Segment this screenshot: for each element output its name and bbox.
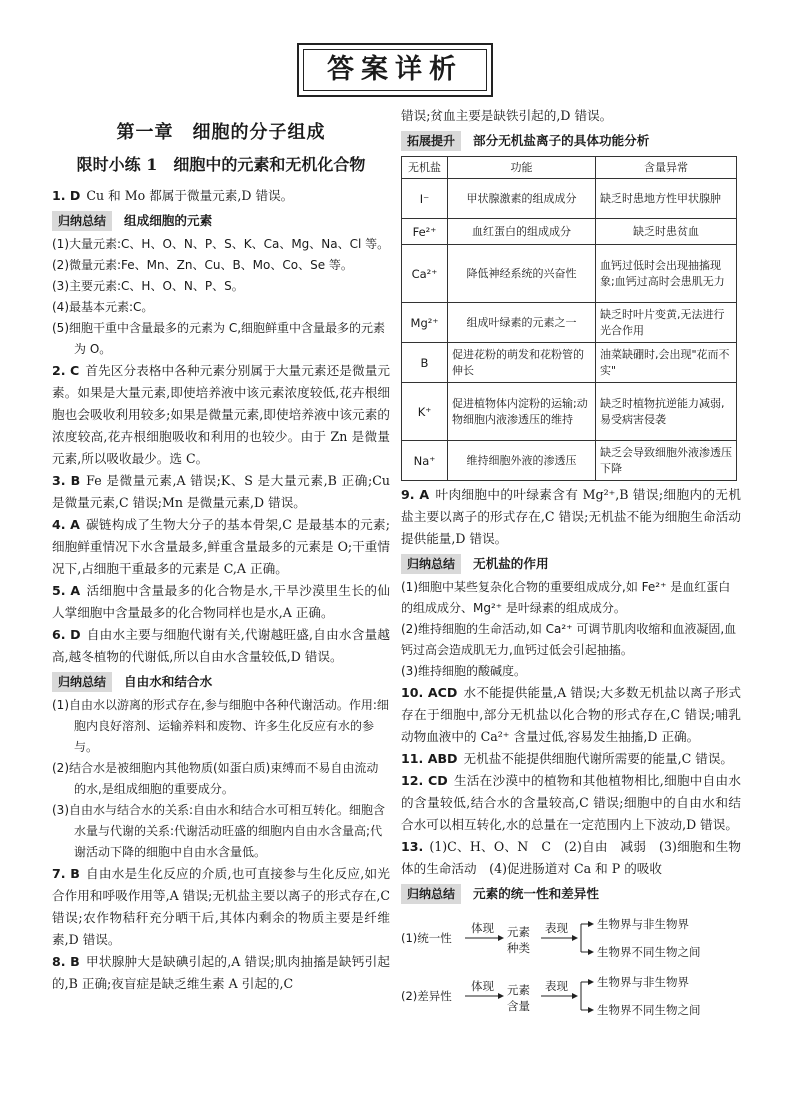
- answer-text: (1)C、H、O、N C (2)自由 减弱 (3)细胞和生物体的生命活动 (4)促进肠道对 Ca 和 P 的吸收: [401, 839, 741, 876]
- function-cell: 促进植物体内淀粉的运输;动物细胞内液渗透压的维持: [448, 383, 596, 441]
- left-column: [52, 105, 390, 995]
- abnormality-cell: 缺乏时患地方性甲状腺肿: [596, 179, 737, 219]
- summary-tag: 归纳总结: [401, 884, 461, 904]
- summary-title: 无机盐的作用: [473, 556, 549, 571]
- answer-text: 甲状腺肿大是缺碘引起的,A 错误;肌肉抽搐是缺钙引起的,B 正确;夜盲症是缺乏维生素 A 引起的,C: [52, 954, 390, 991]
- summary-tag: 归纳总结: [401, 554, 461, 574]
- answer-number: 1. D: [52, 188, 81, 203]
- unity-branch-b: 生物界不同生物之间: [597, 945, 701, 959]
- answer-3: [52, 470, 390, 514]
- table-row: [402, 245, 737, 303]
- summary-item: (2)微量元素:Fe、Mn、Zn、Cu、B、Mo、Co、Se 等。: [52, 258, 353, 272]
- table-row: [402, 343, 737, 383]
- diversity-label: (2)差异性: [401, 989, 452, 1003]
- answer-text: 自由水是生化反应的介质,也可直接参与生化反应,如光合作用和呼吸作用等,A 错误;无机盐主要以离子的形式存在,C 错误;农作物秸秆充分晒干后,其体内剩余的物质主要是纤维素,D 错误。: [52, 866, 390, 947]
- answer-text: 生活在沙漠中的植物和其他植物相比,细胞中自由水的含量较低,结合水的含量较高,C 错误;细胞中的自由水和结合水可以相互转化,水的总量在一定范围内上下波动,D 错误。: [401, 773, 741, 832]
- answer-text: 叶肉细胞中的叶绿素含有 Mg²⁺,B 错误;细胞内的无机盐主要以离子的形式存在,C 错误;无机盐不能为细胞生命活动提供能量,D 错误。: [401, 487, 741, 546]
- function-cell: 组成叶绿素的元素之一: [448, 303, 596, 343]
- extension-box-header: [401, 130, 741, 152]
- answer-8: [52, 951, 390, 995]
- answer-number: 6. D: [52, 627, 81, 642]
- answer-number: 7. B: [52, 866, 80, 881]
- ion-cell: B: [402, 343, 448, 383]
- ion-cell: Ca²⁺: [402, 245, 448, 303]
- table-header-row: [402, 157, 737, 179]
- extension-tag: 拓展提升: [401, 131, 461, 151]
- summary-title: 组成细胞的元素: [124, 213, 213, 228]
- ion-cell: Fe²⁺: [402, 219, 448, 245]
- answer-number: 11. ABD: [401, 751, 458, 766]
- section-title: 限时小练 1 细胞中的元素和无机化合物: [76, 155, 366, 174]
- summary-box-header: [52, 671, 390, 693]
- abnormality-cell: 缺乏时患贫血: [596, 219, 737, 245]
- answer-1: [52, 185, 390, 207]
- function-cell: 甲状腺激素的组成成分: [448, 179, 596, 219]
- page-title: 答案详析: [327, 54, 463, 85]
- answer-9: [401, 484, 741, 550]
- summary-box-header: [52, 210, 390, 232]
- unity-element-label: 元素: [507, 925, 530, 939]
- diversity-branch-b: 生物界不同生物之间: [597, 1003, 701, 1017]
- table-row: [402, 383, 737, 441]
- answer-5: [52, 580, 390, 624]
- answer-number: 12. CD: [401, 773, 448, 788]
- answer-text: 水不能提供能量,A 错误;大多数无机盐以离子形式存在于细胞中,部分无机盐以化合物的形式存在,C 错误;哺乳动物血液中的 Ca²⁺ 含量过低,容易发生抽搐,D 正确。: [401, 685, 741, 744]
- summary-item: (1)大量元素:C、H、O、N、P、S、K、Ca、Mg、Na、Cl 等。: [52, 237, 390, 251]
- answer-number: 9. A: [401, 487, 430, 502]
- summary-item: (3)主要元素:C、H、O、N、P、S。: [52, 279, 244, 293]
- answer-number: 2. C: [52, 363, 80, 378]
- answer-12: [401, 770, 741, 836]
- ion-cell: I⁻: [402, 179, 448, 219]
- diversity-element-label: 元素: [507, 983, 530, 997]
- answer-number: 8. B: [52, 954, 80, 969]
- answer-2: [52, 360, 390, 470]
- answer-11: [401, 748, 741, 770]
- summary-box-header: [401, 883, 741, 905]
- header-banner-inner: [303, 49, 487, 91]
- summary-item: (3)自由水与结合水的关系:自由水和结合水可相互转化。细胞含水量与代谢的关系:代谢活动旺盛的细胞内自由水含量高;代谢活动下降的细胞中自由水含量低。: [52, 803, 386, 859]
- ion-cell: Na⁺: [402, 441, 448, 481]
- answer-number: 10. ACD: [401, 685, 458, 700]
- summary-title: 元素的统一性和差异性: [473, 886, 599, 901]
- extension-title: 部分无机盐离子的具体功能分析: [473, 133, 650, 148]
- answer-text: 自由水主要与细胞代谢有关,代谢越旺盛,自由水含量越高,越冬植物的代谢低,所以自由水含量较低,D 错误。: [52, 627, 390, 664]
- table-row: [402, 303, 737, 343]
- abnormality-cell: 血钙过低时会出现抽搐现象;血钙过高时会患肌无力: [596, 245, 737, 303]
- unity-via-label: 体现: [471, 921, 494, 935]
- summary-tag: 归纳总结: [52, 672, 112, 692]
- function-cell: 降低神经系统的兴奋性: [448, 245, 596, 303]
- unity-show-label: 表现: [545, 921, 568, 935]
- answer-4: [52, 514, 390, 580]
- summary-item: (4)最基本元素:C。: [52, 300, 154, 314]
- table-row: [402, 219, 737, 245]
- function-cell: 维持细胞外液的渗透压: [448, 441, 596, 481]
- answer-number: 4. A: [52, 517, 80, 532]
- right-column: [401, 105, 741, 1021]
- summary-title: 自由水和结合水: [124, 674, 213, 689]
- answer-text: 首先区分表格中各种元素分别属于大量元素还是微量元素。如果是大量元素,即使培养液中该元素浓度较低,花卉根细胞也会吸收利用较多;如果是微量元素,即使培养液中该元素的浓度较高,花卉根细胞吸收和利用的也较少。由于 Zn 是微量元素,所以吸收最少。选 C。: [52, 363, 390, 466]
- summary-item: (1)自由水以游离的形式存在,参与细胞中各种代谢活动。作用:细胞内良好溶剂、运输养料和废物、许多生化反应有水的参与。: [52, 698, 389, 754]
- header-banner: [297, 43, 493, 97]
- column-header: 功能: [448, 157, 596, 179]
- answer-number: 13.: [401, 839, 424, 854]
- answer-text: 无机盐不能提供细胞代谢所需要的能量,C 错误。: [463, 751, 734, 766]
- inorganic-salt-table: [401, 156, 737, 481]
- chapter-title: 第一章 细胞的分子组成: [116, 122, 326, 143]
- summary-item: (2)结合水是被细胞内其他物质(如蛋白质)束缚而不易自由流动的水,是组成细胞的重要成分。: [52, 761, 379, 796]
- unity-label: (1)统一性: [401, 931, 452, 945]
- abnormality-cell: 油菜缺硼时,会出现"花而不实": [596, 343, 737, 383]
- summary-item: (3)维持细胞的酸碱度。: [401, 664, 526, 678]
- summary-item: (5)细胞干重中含量最多的元素为 C,细胞鲜重中含量最多的元素为 O。: [52, 321, 386, 356]
- abnormality-cell: 缺乏时植物抗逆能力减弱,易受病害侵袭: [596, 383, 737, 441]
- answer-number: 5. A: [52, 583, 81, 598]
- table-row: [402, 179, 737, 219]
- answer-6: [52, 624, 390, 668]
- answer-13: [401, 836, 741, 880]
- summary-item: (1)细胞中某些复杂化合物的重要组成成分,如 Fe²⁺ 是血红蛋白的组成成分、Mg²⁺ 是叶绿素的组成成分。: [401, 580, 731, 615]
- unity-kind-label: 种类: [507, 941, 530, 955]
- abnormality-cell: 缺乏会导致细胞外液渗透压下降: [596, 441, 737, 481]
- answer-text: Cu 和 Mo 都属于微量元素,D 错误。: [86, 188, 294, 203]
- summary-box-header: [401, 553, 741, 575]
- diversity-amount-label: 含量: [507, 999, 530, 1013]
- function-cell: 血红蛋白的组成成分: [448, 219, 596, 245]
- answer-8-continued: 错误;贫血主要是缺铁引起的,D 错误。: [401, 108, 613, 123]
- answer-10: [401, 682, 741, 748]
- diversity-branch-a: 生物界与非生物界: [597, 975, 689, 989]
- answer-number: 3. B: [52, 473, 81, 488]
- ion-cell: K⁺: [402, 383, 448, 441]
- answer-text: 活细胞中含量最多的化合物是水,干旱沙漠里生长的仙人掌细胞中含量最多的化合物同样也是水,A 正确。: [52, 583, 390, 620]
- function-cell: 促进花粉的萌发和花粉管的伸长: [448, 343, 596, 383]
- unity-branch-a: 生物界与非生物界: [597, 917, 689, 931]
- answer-text: Fe 是微量元素,A 错误;K、S 是大量元素,B 正确;Cu 是微量元素,C 错误;Mn 是微量元素,D 错误。: [52, 473, 391, 510]
- table-row: [402, 441, 737, 481]
- diversity-via-label: 体现: [471, 979, 494, 993]
- summary-tag: 归纳总结: [52, 211, 112, 231]
- diversity-show-label: 表现: [545, 979, 568, 993]
- ion-cell: Mg²⁺: [402, 303, 448, 343]
- column-header: 无机盐: [402, 157, 448, 179]
- column-header: 含量异常: [596, 157, 737, 179]
- answer-7: [52, 863, 390, 951]
- summary-item: (2)维持细胞的生命活动,如 Ca²⁺ 可调节肌肉收缩和血液凝固,血钙过高会造成肌无力,血钙过低会引起抽搐。: [401, 622, 737, 657]
- answer-text: 碳链构成了生物大分子的基本骨架,C 是最基本的元素;细胞鲜重情况下水含量最多,鲜重含量最多的元素是 O;干重情况下,占细胞干重最多的元素是 C,A 正确。: [52, 517, 390, 576]
- element-unity-diversity-diagram: [401, 909, 741, 1021]
- abnormality-cell: 缺乏时叶片变黄,无法进行光合作用: [596, 303, 737, 343]
